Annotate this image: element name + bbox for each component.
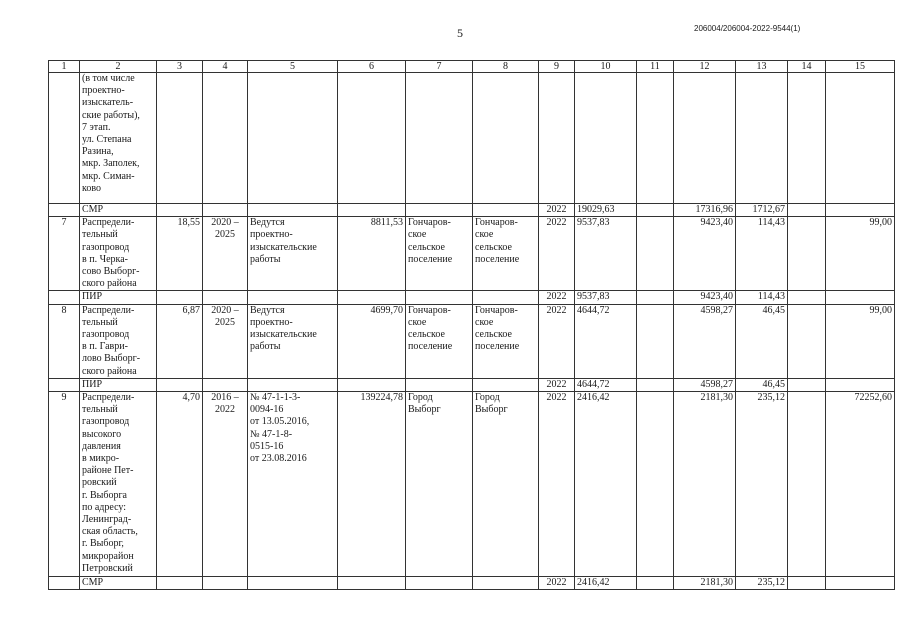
cell-local: 46,45	[736, 304, 788, 378]
cell-empty	[788, 217, 826, 291]
cell-number	[49, 577, 80, 590]
cell-remaining	[826, 73, 895, 204]
cell-empty	[637, 73, 674, 204]
column-header: 4	[203, 61, 248, 73]
cell-object-name: (в том числе проектно- изыскатель- ские работы), 7 этап. ул. Степана Разина, мкр. Заполек, мкр. Симан- ково	[80, 73, 157, 204]
table-row	[49, 304, 895, 378]
cell-number	[49, 73, 80, 204]
column-header: 13	[736, 61, 788, 73]
cell-year: 2022	[539, 577, 575, 590]
cell-period	[203, 577, 248, 590]
cell-empty	[788, 204, 826, 217]
cell-settlement: Гончаров- ское сельское поселение	[473, 217, 539, 291]
column-header: 11	[637, 61, 674, 73]
column-header: 7	[406, 61, 473, 73]
cell-object-name: СМР	[80, 204, 157, 217]
cell-year: 2022	[539, 217, 575, 291]
cell-number: 8	[49, 304, 80, 378]
cell-empty	[637, 378, 674, 391]
cell-length: 4,70	[157, 392, 203, 577]
cell-local	[736, 73, 788, 204]
cell-number	[49, 204, 80, 217]
cell-empty	[637, 291, 674, 304]
cell-empty	[637, 304, 674, 378]
cell-year: 2022	[539, 204, 575, 217]
cell-year	[539, 73, 575, 204]
cell-empty	[788, 378, 826, 391]
cell-documents	[248, 378, 338, 391]
cell-length: 18,55	[157, 217, 203, 291]
cell-remaining	[826, 291, 895, 304]
table-row	[49, 217, 895, 291]
cell-municipality	[406, 291, 473, 304]
table-row	[49, 204, 895, 217]
cell-municipality	[406, 73, 473, 204]
cell-settlement: Гончаров- ское сельское поселение	[473, 304, 539, 378]
cell-period	[203, 291, 248, 304]
cell-empty	[637, 204, 674, 217]
cell-remaining	[826, 577, 895, 590]
cell-object-name: ПИР	[80, 378, 157, 391]
column-header: 8	[473, 61, 539, 73]
cell-empty	[637, 217, 674, 291]
cell-total: 9537,83	[575, 217, 637, 291]
cell-period	[203, 378, 248, 391]
cell-number	[49, 378, 80, 391]
cell-length	[157, 73, 203, 204]
column-header: 6	[338, 61, 406, 73]
cell-total: 2416,42	[575, 577, 637, 590]
cell-regional: 4598,27	[674, 304, 736, 378]
cell-documents: № 47-1-1-3- 0094-16 от 13.05.2016, № 47-1-8- 0515-16 от 23.08.2016	[248, 392, 338, 577]
cell-length	[157, 577, 203, 590]
cell-remaining: 99,00	[826, 304, 895, 378]
cell-cost	[338, 73, 406, 204]
column-header: 9	[539, 61, 575, 73]
cell-total: 19029,63	[575, 204, 637, 217]
cell-regional: 9423,40	[674, 217, 736, 291]
cell-cost	[338, 577, 406, 590]
cell-total	[575, 73, 637, 204]
cell-documents	[248, 204, 338, 217]
table-row	[49, 378, 895, 391]
cell-cost	[338, 204, 406, 217]
column-header: 15	[826, 61, 895, 73]
cell-remaining: 99,00	[826, 217, 895, 291]
cell-local: 1712,67	[736, 204, 788, 217]
cell-number: 7	[49, 217, 80, 291]
cell-year: 2022	[539, 378, 575, 391]
cell-period: 2020 – 2025	[203, 304, 248, 378]
cell-period: 2016 – 2022	[203, 392, 248, 577]
cell-empty	[637, 577, 674, 590]
cell-local: 235,12	[736, 577, 788, 590]
page-number: 5	[457, 26, 463, 40]
cell-year: 2022	[539, 304, 575, 378]
cell-total: 9537,83	[575, 291, 637, 304]
cell-object-name: Распредели- тельный газопровод в п. Черка- сово Выборг- ского района	[80, 217, 157, 291]
cell-object-name: ПИР	[80, 291, 157, 304]
cell-local: 114,43	[736, 217, 788, 291]
cell-settlement: Город Выборг	[473, 392, 539, 577]
cell-number	[49, 291, 80, 304]
cell-municipality	[406, 204, 473, 217]
cell-length	[157, 378, 203, 391]
column-header: 1	[49, 61, 80, 73]
table-row	[49, 577, 895, 590]
cell-remaining	[826, 378, 895, 391]
cell-year: 2022	[539, 392, 575, 577]
cell-cost: 4699,70	[338, 304, 406, 378]
cell-local: 46,45	[736, 378, 788, 391]
cell-empty	[788, 73, 826, 204]
cell-remaining	[826, 204, 895, 217]
cell-documents	[248, 577, 338, 590]
cell-cost	[338, 291, 406, 304]
cell-municipality	[406, 378, 473, 391]
cell-municipality: Гончаров- ское сельское поселение	[406, 217, 473, 291]
table-header-row	[49, 61, 895, 73]
cell-documents: Ведутся проектно- изыскательские работы	[248, 304, 338, 378]
cell-object-name: Распредели- тельный газопровод в п. Гаври- лово Выборг- ского района	[80, 304, 157, 378]
cell-cost: 8811,53	[338, 217, 406, 291]
column-header: 12	[674, 61, 736, 73]
cell-cost: 139224,78	[338, 392, 406, 577]
cell-year: 2022	[539, 291, 575, 304]
column-header: 14	[788, 61, 826, 73]
cell-cost	[338, 378, 406, 391]
cell-regional: 2181,30	[674, 392, 736, 577]
cell-municipality: Город Выборг	[406, 392, 473, 577]
cell-period	[203, 204, 248, 217]
column-header: 2	[80, 61, 157, 73]
cell-empty	[788, 291, 826, 304]
cell-empty	[788, 392, 826, 577]
cell-empty	[788, 304, 826, 378]
cell-length	[157, 204, 203, 217]
column-header: 3	[157, 61, 203, 73]
table-row	[49, 291, 895, 304]
cell-municipality	[406, 577, 473, 590]
cell-remaining: 72252,60	[826, 392, 895, 577]
cell-period: 2020 – 2025	[203, 217, 248, 291]
cell-local: 235,12	[736, 392, 788, 577]
cell-length	[157, 291, 203, 304]
cell-regional: 9423,40	[674, 291, 736, 304]
cell-local: 114,43	[736, 291, 788, 304]
cell-settlement	[473, 204, 539, 217]
cell-period	[203, 73, 248, 204]
cell-documents	[248, 291, 338, 304]
cell-number: 9	[49, 392, 80, 577]
cell-regional: 17316,96	[674, 204, 736, 217]
cell-total: 4644,72	[575, 378, 637, 391]
cell-object-name: Распредели- тельный газопровод высокого давления в микро- районе Пет- ровский г. Выборга по адресу: Ленинград- ская область, г. Выборг, микрорайон Петровский	[80, 392, 157, 577]
column-header: 5	[248, 61, 338, 73]
table-row	[49, 73, 895, 204]
cell-municipality: Гончаров- ское сельское поселение	[406, 304, 473, 378]
cell-documents	[248, 73, 338, 204]
cell-total: 4644,72	[575, 304, 637, 378]
cell-empty	[788, 577, 826, 590]
investment-table	[48, 60, 895, 590]
cell-empty	[637, 392, 674, 577]
cell-object-name: СМР	[80, 577, 157, 590]
document-id: 206004/206004-2022-9544(1)	[694, 24, 801, 33]
cell-settlement	[473, 73, 539, 204]
cell-regional: 2181,30	[674, 577, 736, 590]
cell-total: 2416,42	[575, 392, 637, 577]
table-row	[49, 392, 895, 577]
cell-regional: 4598,27	[674, 378, 736, 391]
cell-settlement	[473, 291, 539, 304]
cell-documents: Ведутся проектно- изыскательские работы	[248, 217, 338, 291]
cell-settlement	[473, 577, 539, 590]
column-header: 10	[575, 61, 637, 73]
cell-settlement	[473, 378, 539, 391]
cell-length: 6,87	[157, 304, 203, 378]
cell-regional	[674, 73, 736, 204]
